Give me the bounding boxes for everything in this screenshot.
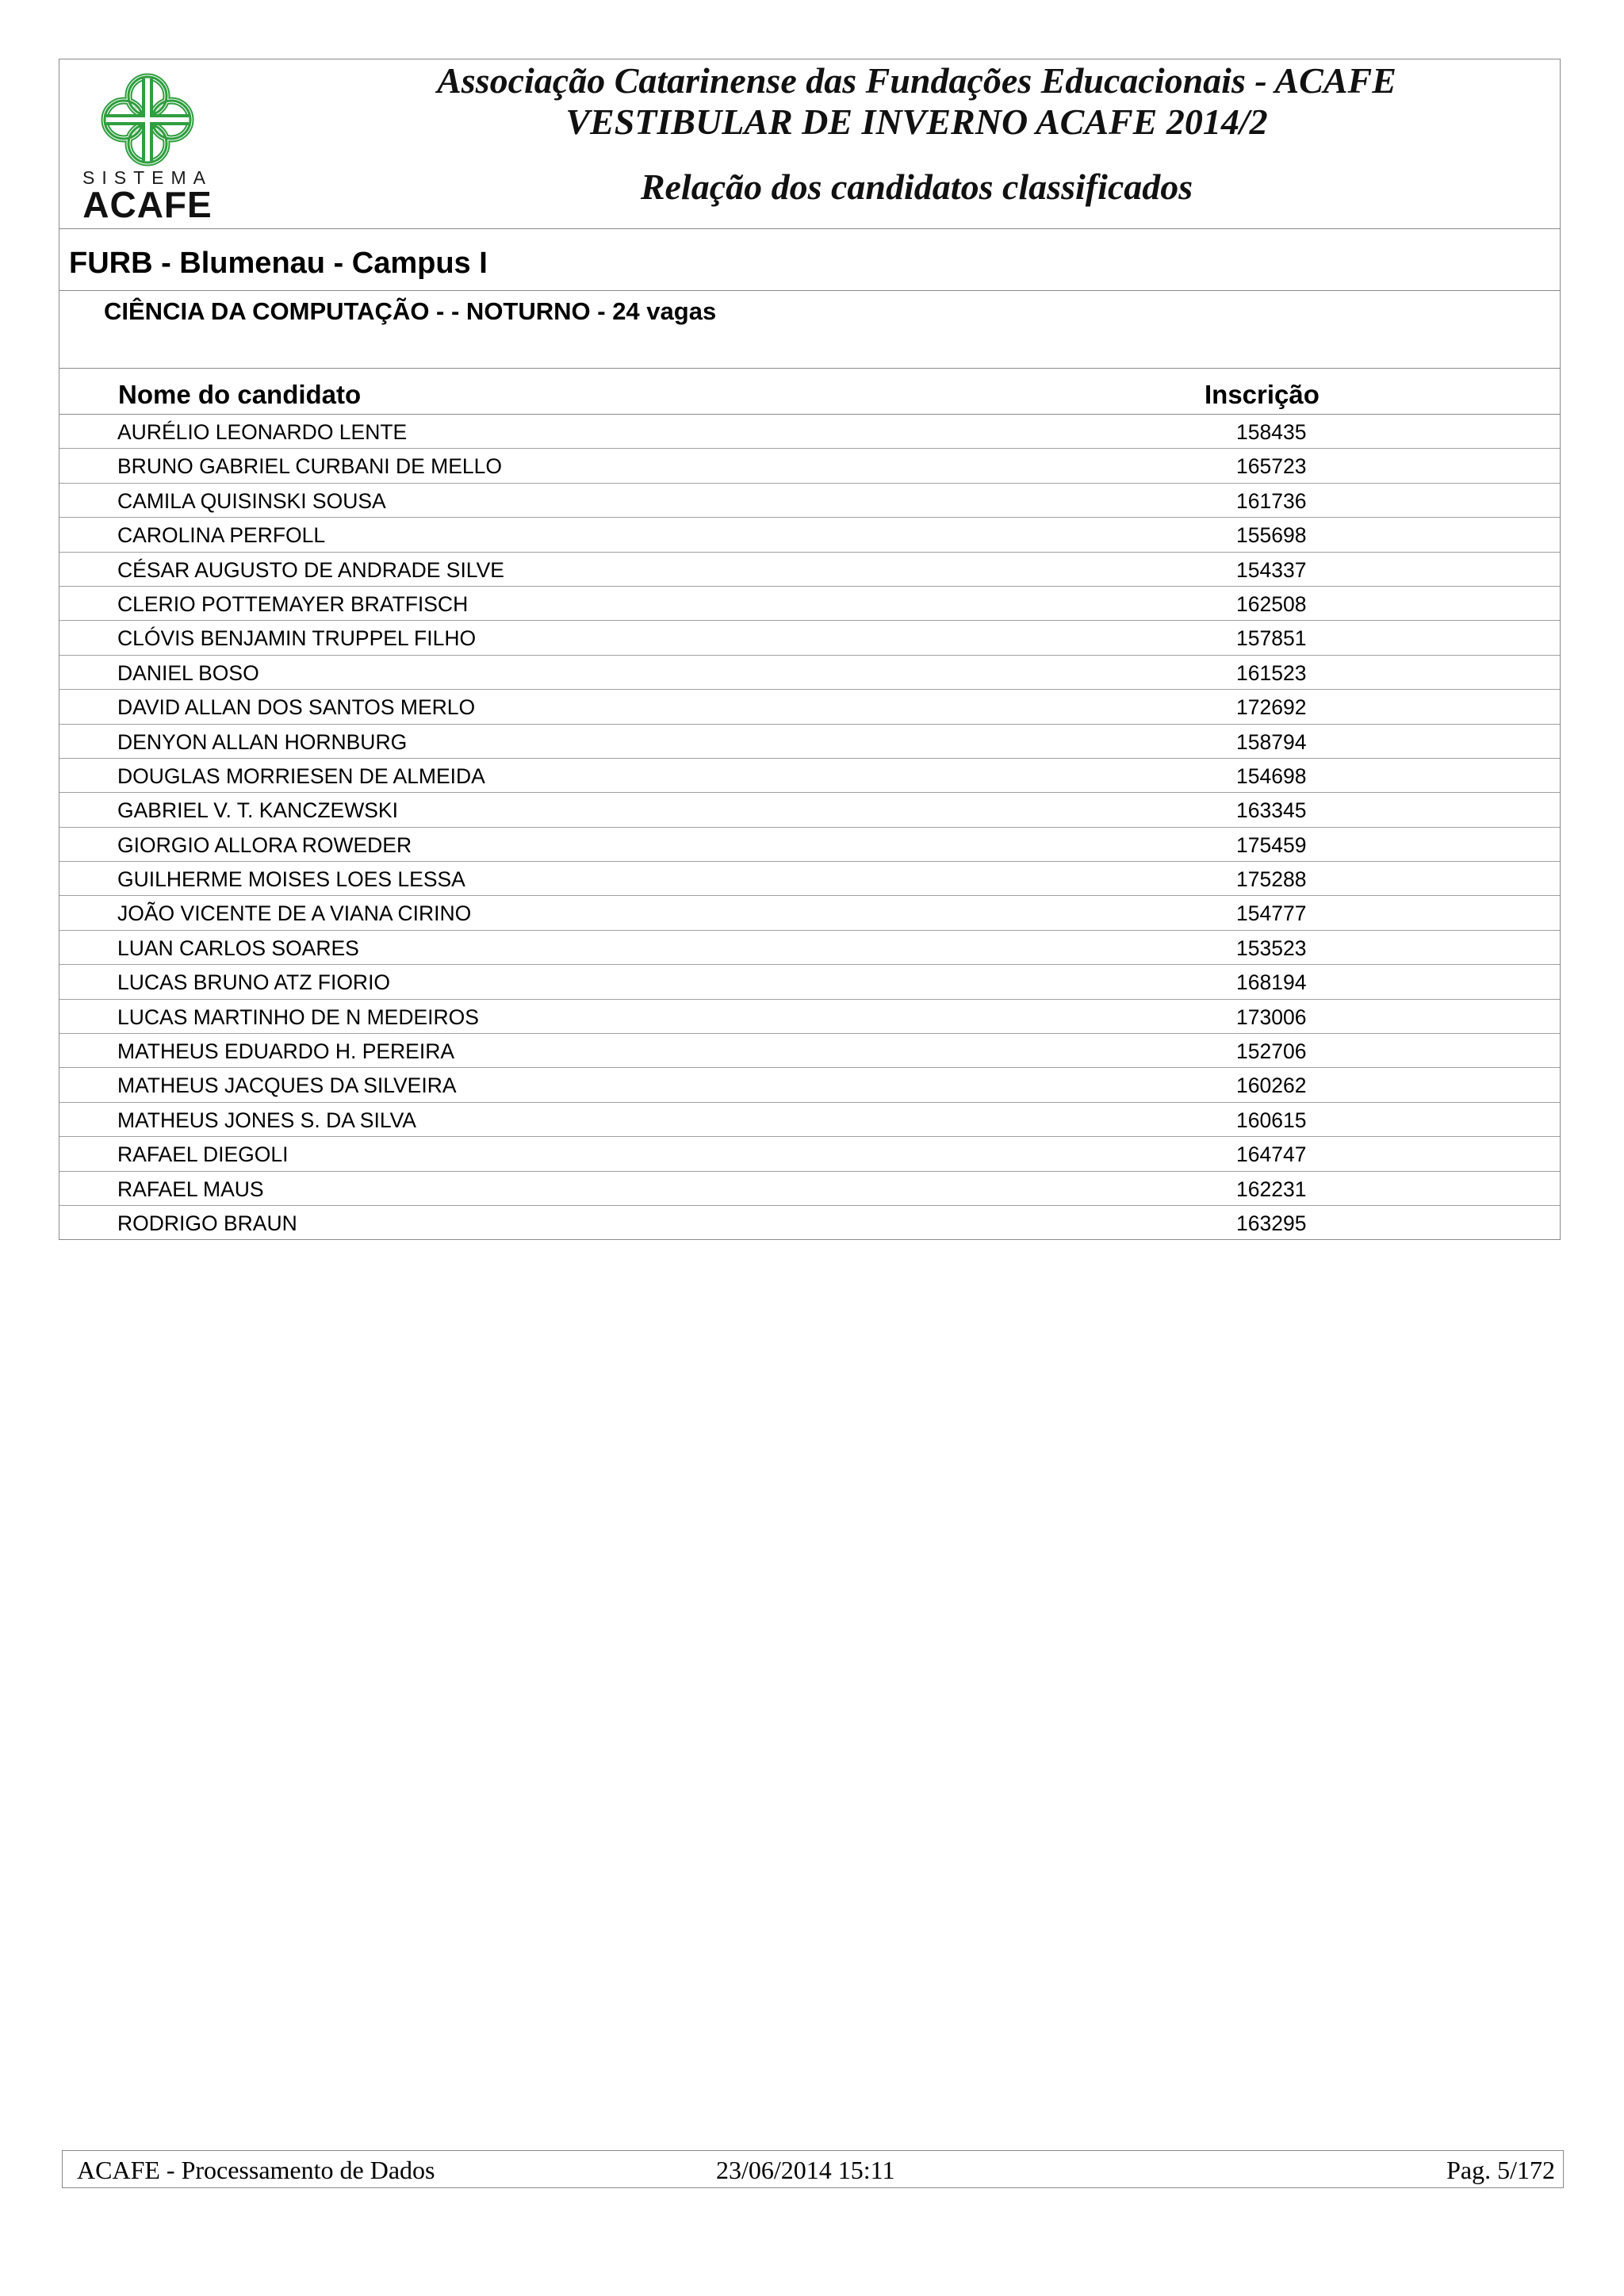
candidate-inscricao: 161523 <box>1236 660 1307 685</box>
candidate-inscricao: 175288 <box>1236 867 1307 892</box>
candidate-inscricao: 161736 <box>1236 488 1307 513</box>
candidate-inscricao: 173006 <box>1236 1004 1307 1029</box>
candidate-inscricao: 158435 <box>1236 420 1307 444</box>
candidate-name: LUAN CARLOS SOARES <box>117 936 359 960</box>
page-footer <box>62 2150 1564 2188</box>
candidate-name: DANIEL BOSO <box>117 660 259 685</box>
table-row <box>59 759 1560 793</box>
candidate-inscricao: 162508 <box>1236 591 1307 616</box>
candidate-name: MATHEUS JACQUES DA SILVEIRA <box>117 1073 457 1098</box>
table-row <box>59 1034 1560 1068</box>
table-row <box>59 1137 1560 1171</box>
table-row <box>59 828 1560 862</box>
candidate-name: RAFAEL DIEGOLI <box>117 1142 289 1167</box>
logo-text-acafe: ACAFE <box>82 184 213 225</box>
table-row <box>59 484 1560 518</box>
candidate-name: BRUNO GABRIEL CURBANI DE MELLO <box>117 454 502 479</box>
header-subtitle: Relação dos candidatos classificados <box>640 166 1193 207</box>
table-row <box>59 896 1560 930</box>
acafe-logo <box>77 71 218 225</box>
candidate-name: GIORGIO ALLORA ROWEDER <box>117 832 412 857</box>
candidate-name: RODRIGO BRAUN <box>117 1211 297 1235</box>
candidate-name: MATHEUS JONES S. DA SILVA <box>117 1108 416 1132</box>
candidate-table-body <box>59 415 1560 1240</box>
table-row <box>59 656 1560 690</box>
candidate-name: GABRIEL V. T. KANCZEWSKI <box>117 798 398 823</box>
table-row <box>59 965 1560 999</box>
campus-row <box>59 229 1560 291</box>
candidate-name: GUILHERME MOISES LOES LESSA <box>117 867 465 892</box>
table-header <box>59 369 1560 415</box>
candidate-name: RAFAEL MAUS <box>117 1177 264 1201</box>
table-row <box>59 1000 1560 1034</box>
candidate-name: LUCAS MARTINHO DE N MEDEIROS <box>117 1004 479 1029</box>
table-row <box>59 553 1560 587</box>
course-label: CIÊNCIA DA COMPUTAÇÃO - - NOTURNO - 24 vagas <box>104 297 717 325</box>
candidate-inscricao: 163345 <box>1236 798 1307 823</box>
candidate-name: MATHEUS EDUARDO H. PEREIRA <box>117 1039 455 1064</box>
table-row <box>59 449 1560 483</box>
table-row <box>59 862 1560 896</box>
candidate-name: CLERIO POTTEMAYER BRATFISCH <box>117 591 469 616</box>
candidate-name: DENYON ALLAN HORNBURG <box>117 729 408 754</box>
candidate-name: CAMILA QUISINSKI SOUSA <box>117 488 386 513</box>
table-row <box>59 621 1560 655</box>
candidate-inscricao: 175459 <box>1236 832 1307 857</box>
header-title-line1: Associação Catarinense das Fundações Educacionais - ACAFE <box>437 60 1396 101</box>
footer-datetime: 23/06/2014 15:11 <box>716 2156 895 2184</box>
candidate-inscricao: 155698 <box>1236 523 1307 548</box>
table-row <box>59 725 1560 759</box>
candidate-name: JOÃO VICENTE DE A VIANA CIRINO <box>117 901 472 926</box>
candidate-inscricao: 168194 <box>1236 970 1307 995</box>
candidate-name: CÉSAR AUGUSTO DE ANDRADE SILVE <box>117 557 504 582</box>
candidate-inscricao: 152706 <box>1236 1039 1307 1064</box>
candidate-inscricao: 158794 <box>1236 729 1307 754</box>
candidate-name: DOUGLAS MORRIESEN DE ALMEIDA <box>117 763 485 788</box>
table-row <box>59 587 1560 621</box>
candidate-name: LUCAS BRUNO ATZ FIORIO <box>117 970 391 995</box>
table-row <box>59 415 1560 449</box>
table-row <box>59 1103 1560 1137</box>
candidate-name: DAVID ALLAN DOS SANTOS MERLO <box>117 695 476 720</box>
candidate-inscricao: 162231 <box>1236 1177 1307 1201</box>
candidate-inscricao: 153523 <box>1236 936 1307 960</box>
candidate-name: CLÓVIS BENJAMIN TRUPPEL FILHO <box>117 626 477 651</box>
logo-text-sistema: SISTEMA <box>82 167 213 188</box>
document-frame <box>59 59 1561 1240</box>
candidate-inscricao: 157851 <box>1236 626 1307 651</box>
course-row <box>59 291 1560 369</box>
candidate-inscricao: 154337 <box>1236 557 1307 582</box>
page-header <box>59 59 1560 229</box>
column-header-inscricao: Inscrição <box>1205 380 1320 409</box>
candidate-inscricao: 163295 <box>1236 1211 1307 1235</box>
candidate-inscricao: 154698 <box>1236 763 1307 788</box>
acafe-emblem-icon <box>77 71 218 170</box>
table-row <box>59 1206 1560 1240</box>
candidate-inscricao: 160262 <box>1236 1073 1307 1098</box>
footer-page-number: Pag. 5/172 <box>1446 2156 1555 2184</box>
candidate-inscricao: 154777 <box>1236 901 1307 926</box>
table-row <box>59 1068 1560 1102</box>
candidate-inscricao: 164747 <box>1236 1142 1307 1167</box>
candidate-inscricao: 172692 <box>1236 695 1307 720</box>
table-row <box>59 931 1560 965</box>
campus-label: FURB - Blumenau - Campus I <box>69 247 488 280</box>
candidate-inscricao: 165723 <box>1236 454 1307 479</box>
footer-left: ACAFE - Processamento de Dados <box>77 2156 435 2184</box>
table-row <box>59 518 1560 552</box>
table-row <box>59 1172 1560 1206</box>
candidate-name: AURÉLIO LEONARDO LENTE <box>117 420 408 444</box>
candidate-inscricao: 160615 <box>1236 1108 1307 1132</box>
candidate-name: CAROLINA PERFOLL <box>117 523 326 548</box>
column-header-name: Nome do candidato <box>118 380 362 409</box>
header-title-line2: VESTIBULAR DE INVERNO ACAFE 2014/2 <box>565 101 1268 142</box>
table-row <box>59 690 1560 724</box>
table-row <box>59 793 1560 827</box>
